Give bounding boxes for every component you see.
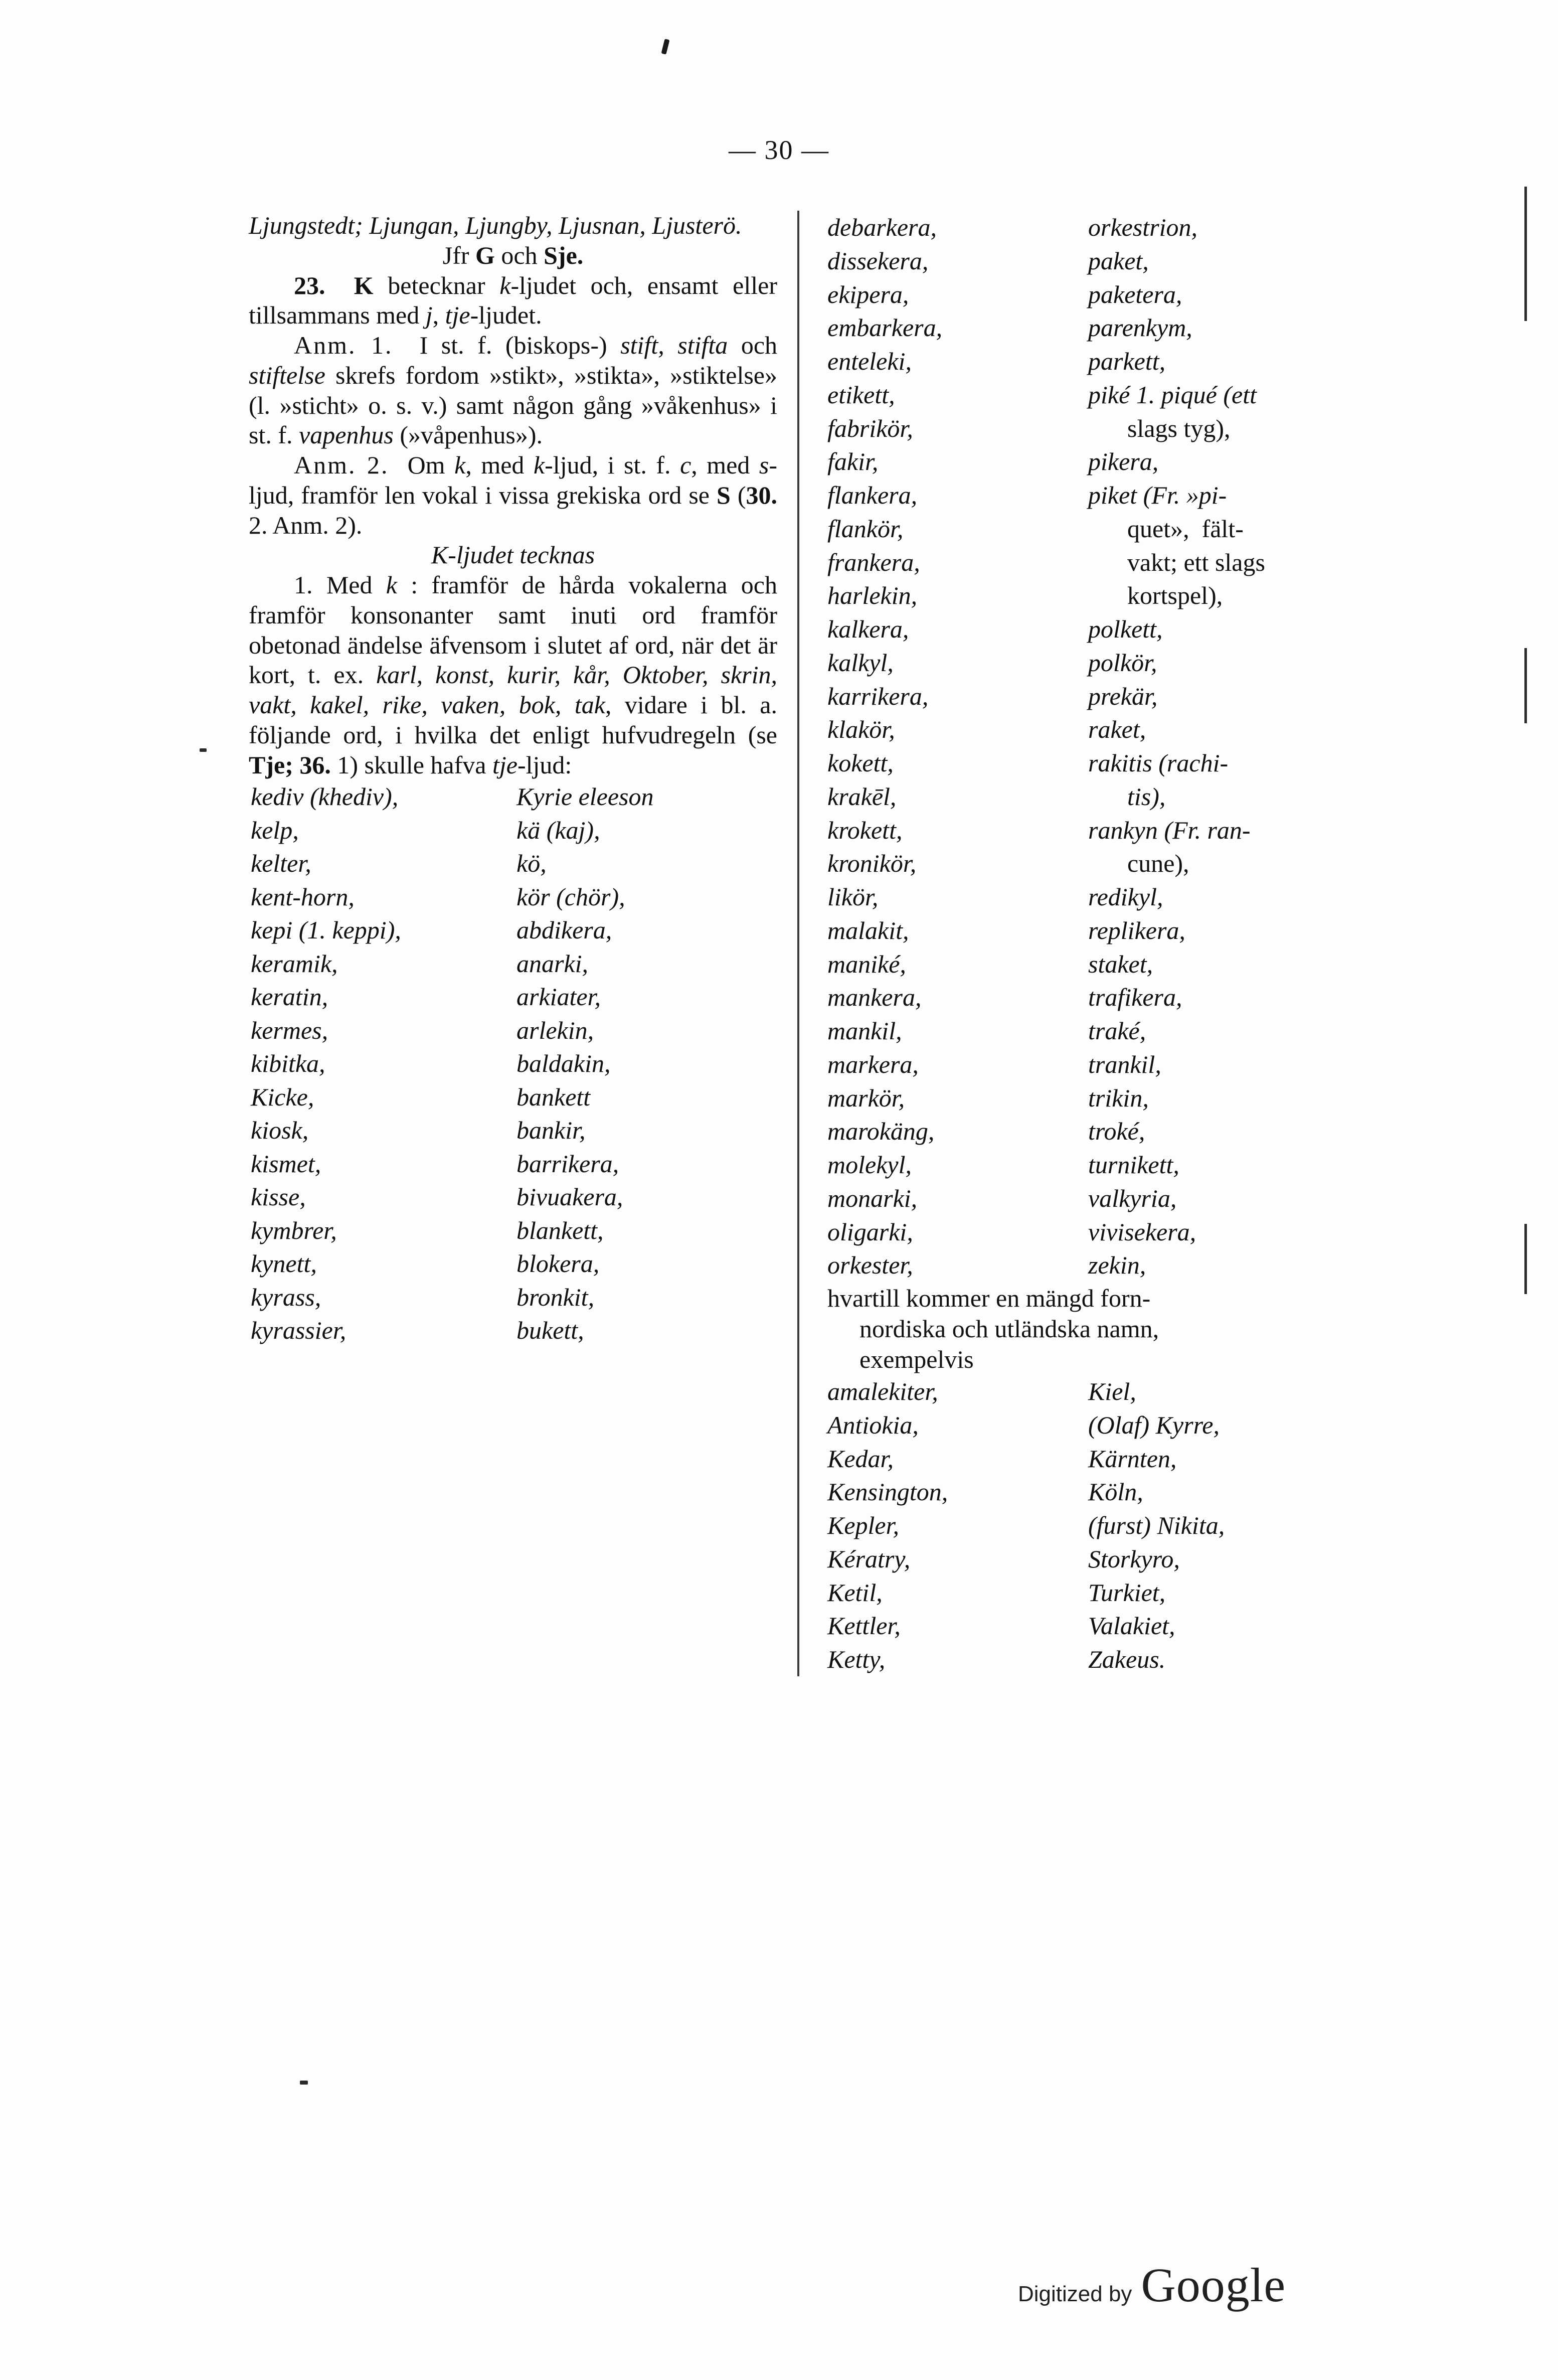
list-item: blankett,	[516, 1216, 604, 1244]
section-23-text	[249, 271, 777, 331]
list-item: replikera,	[1088, 916, 1185, 944]
rule-1-body-4: 1) skulle hafva	[330, 750, 492, 779]
list-item: kisse,	[251, 1183, 306, 1211]
list-item: vivisekera,	[1088, 1217, 1196, 1246]
list-item: kronikör,	[827, 849, 917, 878]
list-item: Antiokia,	[827, 1410, 919, 1439]
anm-2-c: c	[680, 451, 691, 479]
anm-2-body-4: , med	[691, 451, 759, 479]
list-item: kör (chör),	[516, 882, 625, 911]
list-item: bukett,	[516, 1316, 584, 1345]
list-item: (furst) Nikita,	[1088, 1511, 1225, 1539]
list-item: mankil,	[827, 1017, 902, 1045]
list-item: paketera,	[1088, 280, 1182, 308]
section-number: 23.	[294, 271, 325, 299]
rule-1-ref-36: 36.	[293, 750, 331, 779]
anm-2-label: Anm. 2.	[294, 451, 389, 479]
list-item: orkestrion,	[1088, 213, 1198, 241]
anm-1-label: Anm. 1.	[294, 331, 393, 359]
list-item: troké,	[1088, 1117, 1145, 1146]
list-item: marokäng,	[827, 1117, 935, 1146]
headword-line: Ljungstedt; Ljungan, Ljungby, Ljusnan, Ljusterö.	[249, 211, 742, 239]
list-item: Kyrie eleeson	[516, 782, 654, 811]
anm-2-body-3: -ljud, i st. f.	[545, 451, 680, 479]
anm-1-text	[249, 331, 777, 450]
headword-block	[249, 211, 777, 241]
note-line-2: nordiska och utländska namn,	[859, 1315, 1159, 1343]
section-k-italic: k	[499, 271, 511, 299]
proper-name-list-left	[827, 1375, 1080, 1676]
list-item: Kératry,	[827, 1544, 911, 1573]
list-item: markör,	[827, 1083, 905, 1112]
proper-name-list	[827, 1375, 1341, 1676]
list-item: turnikett,	[1088, 1151, 1179, 1179]
list-item: redikyl,	[1088, 883, 1163, 911]
list-item: Kicke,	[251, 1082, 314, 1111]
anm-2-body-1: Om	[407, 451, 455, 479]
list-item: polkör,	[1088, 648, 1157, 677]
list-item: krakēl,	[827, 782, 897, 811]
list-item: vakt; ett slags	[1127, 548, 1265, 576]
list-item: kyrassier,	[251, 1316, 347, 1345]
word-list-column1-left	[249, 780, 511, 1347]
list-item: kediv (khediv),	[251, 782, 399, 811]
list-item: Turkiet,	[1088, 1578, 1166, 1607]
list-item: kynett,	[251, 1249, 317, 1278]
column-right	[799, 211, 1341, 1676]
subheading-text: K-ljudet tecknas	[431, 541, 595, 569]
anm-2-body-7: 2. Anm. 2).	[249, 511, 363, 539]
margin-tick-artifact	[1524, 648, 1527, 723]
list-item: flankera,	[827, 481, 918, 509]
rule-1-paragraph	[249, 570, 777, 780]
section-text-b: -ljudet och, ensamt eller tillsammans med	[249, 271, 778, 330]
list-item: kismet,	[251, 1149, 321, 1178]
anm-2-k-1: k	[454, 451, 466, 479]
cross-ref-sje: Sje.	[544, 241, 584, 269]
names-intro-note	[827, 1283, 1341, 1375]
watermark-brand: Google	[1141, 2258, 1286, 2312]
section-j-italic: j	[425, 301, 433, 330]
rule-1-body-5: -ljud:	[517, 750, 572, 779]
list-item: markera,	[827, 1050, 919, 1078]
list-item: Zakeus.	[1088, 1645, 1166, 1673]
list-item: pikera,	[1088, 447, 1159, 476]
list-item: cune),	[1127, 849, 1189, 878]
section-letter-k: K	[354, 271, 374, 299]
list-item: trankil,	[1088, 1050, 1161, 1078]
rule-1-body-3: , vidare i bl. a. följande ord, i hvilka det enligt hufvudregeln (se	[249, 691, 777, 749]
list-item: kokett,	[827, 749, 894, 777]
section-text-a: betecknar	[373, 271, 500, 299]
list-item: monarki,	[827, 1184, 918, 1212]
list-item: bivuakera,	[516, 1183, 623, 1211]
rule-1-body-2: : framför de hårda vokalerna och framför konsonanter samt inuti ord framför obetonad ändelse äfvensom i slutet af ord, när det är kort, t. ex.	[249, 571, 777, 689]
anm-2-text	[249, 450, 777, 540]
list-item: keramik,	[251, 949, 338, 978]
rule-1-k: k	[386, 571, 397, 599]
anm-1-stift: stift, stifta	[620, 331, 728, 359]
rule-1-tje: tje	[492, 750, 517, 779]
list-item: flankör,	[827, 514, 904, 543]
rule-1-number: 1.	[294, 571, 313, 599]
word-list-column2-left	[827, 211, 1080, 1282]
margin-tick-artifact	[1524, 1224, 1527, 1294]
list-item: parkett,	[1088, 347, 1166, 375]
list-item: trikin,	[1088, 1083, 1149, 1112]
google-watermark	[1018, 2257, 1286, 2313]
list-item: bankir,	[516, 1116, 586, 1145]
margin-dot-artifact	[200, 748, 207, 752]
list-item: baldakin,	[516, 1049, 611, 1078]
list-item: ekipera,	[827, 280, 909, 308]
cross-ref-g: G	[475, 241, 495, 269]
anm-2-paragraph	[249, 450, 777, 540]
list-item: valkyria,	[1088, 1184, 1177, 1212]
list-item: paket,	[1088, 246, 1149, 275]
anm-2-s: s	[759, 451, 769, 479]
list-item: Kärnten,	[1088, 1444, 1177, 1473]
list-item: klakör,	[827, 715, 895, 744]
list-item: prekär,	[1088, 682, 1158, 710]
list-item: barrikera,	[516, 1149, 619, 1178]
list-item: mankera,	[827, 983, 922, 1012]
jfr-label: Jfr	[442, 241, 469, 269]
section-text-d: -ljudet.	[470, 301, 542, 330]
list-item: arlekin,	[516, 1016, 594, 1044]
list-item: kä (kaj),	[516, 816, 600, 844]
list-item: kent-horn,	[251, 882, 355, 911]
list-item: Kepler,	[827, 1511, 900, 1539]
list-item: piket (Fr. »pi-	[1088, 481, 1227, 509]
list-item: oligarki,	[827, 1217, 913, 1246]
list-item: parenkym,	[1088, 313, 1192, 342]
margin-dot-artifact	[300, 2081, 308, 2085]
list-item: Kedar,	[827, 1444, 894, 1473]
list-item: Valakiet,	[1088, 1612, 1175, 1640]
list-item: kymbrer,	[251, 1216, 337, 1244]
list-item: dissekera,	[827, 246, 929, 275]
list-item: kö,	[516, 849, 547, 878]
list-item: staket,	[1088, 949, 1153, 978]
anm-2-k-2: k	[533, 451, 545, 479]
list-item: kelp,	[251, 816, 299, 844]
subheading-k-ljudet	[249, 540, 777, 570]
list-item: zekin,	[1088, 1251, 1146, 1280]
page-body	[249, 211, 1372, 1676]
list-item: harlekin,	[827, 581, 918, 610]
anm-1-body-4: (»våpenhus»).	[393, 421, 543, 449]
anm-1-body-2: och	[728, 331, 778, 359]
list-item: likör,	[827, 883, 879, 911]
list-item: Ketty,	[827, 1645, 886, 1673]
anm-2-ref-s: S	[717, 481, 731, 509]
list-item: karrikera,	[827, 682, 929, 710]
list-item: Köln,	[1088, 1478, 1143, 1506]
watermark-prefix: Digitized by	[1018, 2282, 1132, 2306]
list-item: kyrass,	[251, 1283, 321, 1311]
anm-2-ref-30: 30.	[746, 481, 777, 509]
column-left	[249, 211, 790, 1347]
word-list-column2-right	[1080, 211, 1341, 1282]
note-line-3: exempelvis	[859, 1345, 974, 1373]
list-item: fakir,	[827, 447, 879, 476]
list-item: frankera,	[827, 548, 920, 576]
proper-name-list-right	[1080, 1375, 1341, 1676]
list-item: abdikera,	[516, 916, 612, 944]
scan-speck-artifact	[661, 39, 670, 55]
list-item: maniké,	[827, 949, 906, 978]
list-item: kortspel),	[1127, 581, 1223, 610]
rule-1-ref-tje: Tje;	[249, 750, 293, 779]
list-item: amalekiter,	[827, 1377, 938, 1405]
list-item: Ketil,	[827, 1578, 883, 1607]
margin-tick-artifact	[1524, 187, 1527, 321]
list-item: traké,	[1088, 1017, 1146, 1045]
list-item: Kiel,	[1088, 1377, 1136, 1405]
list-item: rakitis (rachi-	[1088, 749, 1229, 777]
rule-1-examples: karl, konst, kurir, kår, Oktober, skrin, vakt, kakel, rike, vaken, bok, tak	[249, 661, 777, 719]
list-item: bankett	[516, 1082, 591, 1111]
rule-1-body-1: Med	[312, 571, 386, 599]
list-item: raket,	[1088, 715, 1146, 744]
list-item: debarkera,	[827, 213, 937, 241]
word-list-column2	[827, 211, 1341, 1282]
list-item: slags tyg),	[1127, 414, 1231, 442]
word-list-column1	[249, 780, 777, 1347]
section-tje-italic: tje	[445, 301, 470, 330]
list-item: blokera,	[516, 1249, 600, 1278]
anm-1-body-1: I st. f. (biskops-)	[419, 331, 621, 359]
list-item: kibitka,	[251, 1049, 325, 1078]
word-list-column1-right	[511, 780, 777, 1347]
list-item: trafikera,	[1088, 983, 1182, 1012]
list-item: malakit,	[827, 916, 909, 944]
list-item: (Olaf) Kyrre,	[1088, 1410, 1220, 1439]
list-item: krokett,	[827, 816, 903, 844]
list-item: arkiater,	[516, 983, 601, 1011]
section-23-paragraph	[249, 271, 777, 331]
list-item: polkett,	[1088, 615, 1163, 643]
list-item: embarkera,	[827, 313, 943, 342]
list-item: quet», fält-	[1127, 514, 1244, 543]
anm-2-body-6: (	[730, 481, 746, 509]
section-text-c: ,	[432, 301, 445, 330]
list-item: Kettler,	[827, 1612, 901, 1640]
anm-1-vapenhus: vapenhus	[299, 421, 394, 449]
rule-1-text	[249, 570, 777, 780]
list-item: rankyn (Fr. ran-	[1088, 816, 1251, 844]
list-item: molekyl,	[827, 1151, 912, 1179]
list-item: kiosk,	[251, 1116, 309, 1145]
page-number: — 30 —	[729, 135, 829, 165]
list-item: kermes,	[251, 1016, 328, 1044]
anm-2-body-2: , med	[465, 451, 534, 479]
list-item: kalkera,	[827, 615, 909, 643]
note-line-1: hvartill kommer en mängd forn-	[827, 1284, 1151, 1312]
list-item: keratin,	[251, 983, 328, 1011]
list-item: anarki,	[516, 949, 589, 978]
cross-reference-line	[249, 241, 777, 271]
list-item: etikett,	[827, 380, 895, 409]
anm-1-paragraph	[249, 331, 777, 450]
anm-2-body-5: -ljud, framför len vokal i vissa grekiska ord se	[249, 451, 778, 509]
anm-1-stiftelse: stiftelse	[249, 361, 325, 389]
list-item: kepi (1. keppi),	[251, 916, 401, 944]
list-item: kelter,	[251, 849, 311, 878]
list-item: Kensington,	[827, 1478, 948, 1506]
anm-1-body-3: skrefs fordom »stikt», »stikta», »stiktelse» (l. »sticht» o. s. v.) samt någon gång »våkenhus» i st. f.	[249, 361, 777, 449]
list-item: tis),	[1127, 782, 1166, 811]
list-item: bronkit,	[516, 1283, 595, 1311]
list-item: orkester,	[827, 1251, 913, 1280]
list-item: Storkyro,	[1088, 1544, 1180, 1573]
list-item: fabrikör,	[827, 414, 913, 442]
list-item: kalkyl,	[827, 648, 894, 677]
list-item: piké 1. piqué (ett	[1088, 380, 1257, 409]
cross-ref-och: och	[501, 241, 538, 269]
column-divider-rule	[797, 211, 799, 1676]
list-item: enteleki,	[827, 347, 912, 375]
